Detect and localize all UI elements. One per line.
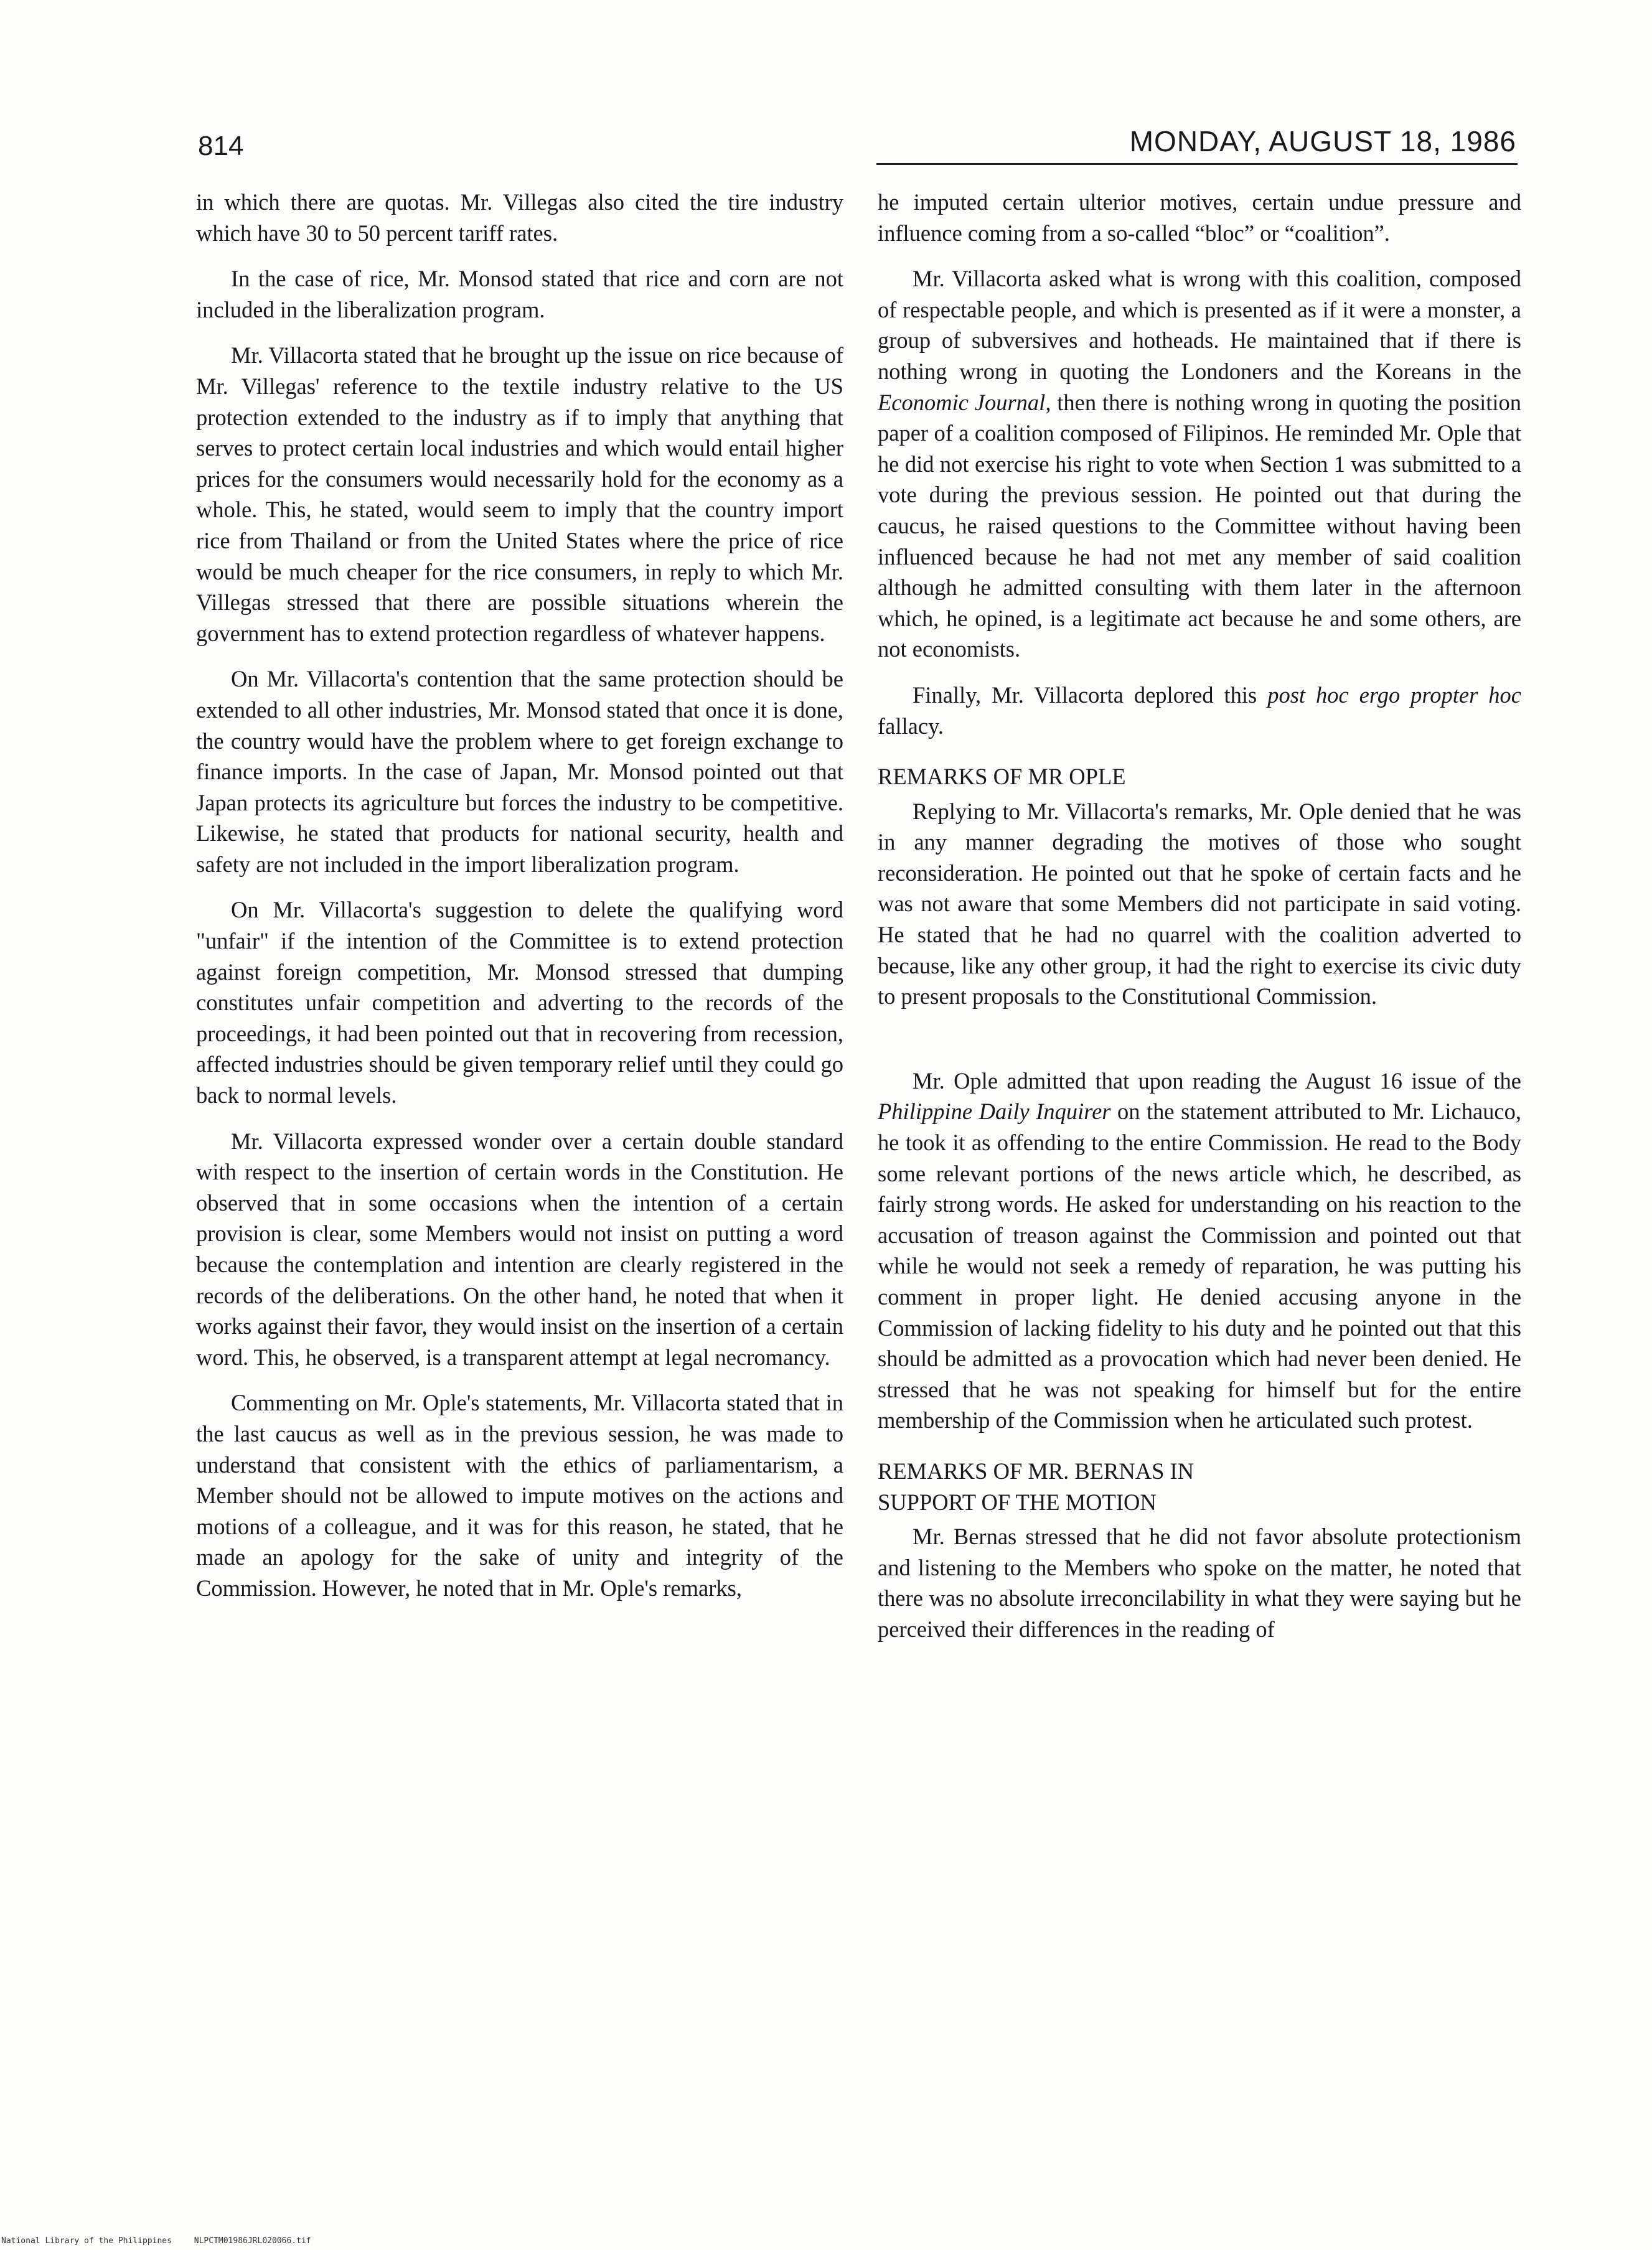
heading-line: REMARKS OF MR. BERNAS IN — [878, 1458, 1194, 1484]
page-date: MONDAY, AUGUST 18, 1986 — [1129, 125, 1516, 157]
paragraph: Mr. Villacorta expressed wonder over a certain double standard with respect to the insertion of certain words in the Constitution. He observed that in some occasions when the intention of a certain provision is clear, some Members would not insist on putting a word because the contemplation and intention are clearly registered in the records of the deliberations. On the other hand, he noted that when it works against their favor, they would insist on the insertion of a certain word. This, he observed, is a transparent attempt at legal necromancy. — [196, 1128, 843, 1370]
paragraph: Mr. Villacorta stated that he brought up the issue on rice because of Mr. Villegas' reference to the textile industry relative to the US protection extended to the industry as if to imply that anything that serves to protect certain local industries and which would entail higher prices for the consumers would necessarily hold for the economy as a whole. This, he stated, would seem to imply that the country import rice from Thailand or from the United States where the price of rice would be much cheaper for the rice consumers, in reply to which Mr. Villegas stressed that there are possible situations wherein the government has to extend protection regardless of whatever happens. — [196, 342, 843, 646]
text-run: fallacy. — [878, 713, 944, 739]
paragraph: Commenting on Mr. Ople's statements, Mr. Villacorta stated that in the last caucus as well as in the previous session, he was made to understand that consistent with the ethics of parliamentarism, a Member should not be allowed to impute motives on the actions and motions of a colleague, and it was for this reason, he stated, that he made an apology for the sake of unity and integrity of the Commission. However, he noted that in Mr. Ople's remarks, — [196, 1390, 843, 1601]
left-column — [196, 187, 843, 1619]
footer-library: National Library of the Philippines — [1, 2236, 172, 2246]
heading-line: SUPPORT OF THE MOTION — [878, 1489, 1157, 1515]
paragraph: In the case of rice, Mr. Monsod stated that rice and corn are not included in the liberalization program. — [196, 266, 843, 322]
paragraph: he imputed certain ulterior motives, certain undue pressure and influence coming from a so-called “bloc” or “coalition”. — [878, 189, 1521, 246]
text-run: on the statement attributed to Mr. Lichauco, he took it as offending to the entire Commission. He read to the Body some relevant portions of the news article which, he described, as fairly strong words. He asked for understanding on his reaction to the accusation of treason against the Commission and pointed out that while he would not seek a remedy of reparation, he was putting his comment in proper light. He denied accusing anyone in the Commission of lacking fidelity to his duty and he pointed out that this should be admitted as a provocation which had never been denied. He stressed that he was not speaking for himself but for the entire membership of the Commission when he articulated such protest. — [878, 1099, 1521, 1433]
text-run: Finally, Mr. Villacorta deplored this — [913, 682, 1268, 708]
footer — [1, 2236, 329, 2246]
paragraph — [878, 1066, 1521, 1436]
paragraph: Mr. Bernas stressed that he did not favor absolute protectionism and listening to the Members who spoke on the matter, he noted that there was no absolute irreconcilability in what they were saying but he perceived their differences in the reading of — [878, 1524, 1521, 1642]
paragraph — [878, 263, 1521, 665]
paragraph: On Mr. Villacorta's contention that the same protection should be extended to all other industries, Mr. Monsod stated that once it is done, the country would have the problem where to get foreign exchange to finance imports. In the case of Japan, Mr. Monsod pointed out that Japan protects its agriculture but forces the industry to be competitive. Likewise, he stated that products for national security, health and safety are not included in the import liberalization program. — [196, 666, 843, 877]
text-run: then there is nothing wrong in quoting the position paper of a coalition composed of Filipinos. He reminded Mr. Ople that he did not exercise his right to vote when Section 1 was submitted to a vote during the previous session. He pointed out that during the caucus, he raised questions to the Committee without having been influenced because he had not met any member of said coalition although he admitted consulting with them later in the afternoon which, he opined, is a legitimate act because he and some others, are not economists. — [878, 389, 1521, 662]
right-column — [878, 187, 1521, 1660]
italic-phrase: post hoc ergo propter hoc — [1267, 682, 1521, 708]
section-heading — [878, 1456, 1521, 1517]
text-run: Mr. Villacorta asked what is wrong with this coalition, composed of respectable people, and which is presented as if it were a monster, a group of subversives and hotheads. He maintained that if there is nothing wrong in quoting the Londoners and the Koreans in the — [878, 266, 1521, 384]
spacer — [878, 1027, 1521, 1066]
footer-file-id: NLPCTM01986JRL020066.tif — [194, 2236, 311, 2246]
page-number: 814 — [198, 131, 244, 161]
paragraph — [878, 680, 1521, 741]
italic-title: Economic Journal, — [878, 389, 1051, 415]
section-heading: REMARKS OF MR OPLE — [878, 764, 1126, 790]
italic-title: Philippine Daily Inquirer — [878, 1099, 1111, 1125]
paragraph: in which there are quotas. Mr. Villegas also cited the tire industry which have 30 to 50 percent tariff rates. — [196, 189, 843, 246]
paragraph: On Mr. Villacorta's suggestion to delete the qualifying word "unfair" if the intention of the Committee is to extend protection against foreign competition, Mr. Monsod stressed that dumping constitutes unfair competition and adverting to the records of the proceedings, it had been pointed out that in recovering from recession, affected industries should be given temporary relief until they could go back to normal levels. — [196, 897, 843, 1109]
text-run: Mr. Ople admitted that upon reading the August 16 issue of the — [913, 1067, 1521, 1094]
paragraph: Replying to Mr. Villacorta's remarks, Mr. Ople denied that he was in any manner degrading the motives of those who sought reconsideration. He pointed out that he spoke of certain facts and he was not aware that some Members did not participate in said voting. He stated that he had no quarrel with the coalition adverted to because, like any other group, it had the right to exercise its civic duty to present proposals to the Constitutional Commission. — [878, 798, 1521, 1010]
header-rule — [876, 163, 1518, 165]
